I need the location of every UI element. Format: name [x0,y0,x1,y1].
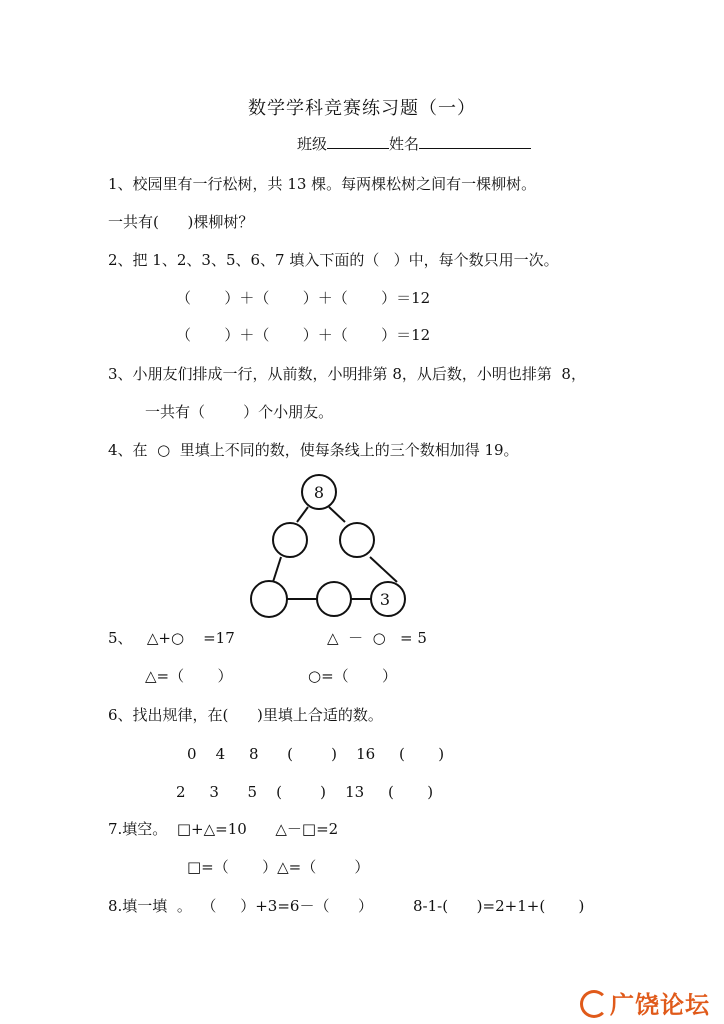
question-6-sequence-1: 0 4 8 ( ) 16 ( ) [187,745,445,763]
question-5-answer-2: ○=（ ） [308,667,398,685]
question-6-sequence-2: 2 3 5 ( ) 13 ( ) [176,783,434,801]
bottom-right-circle-value: 3 [379,590,391,609]
question-3-line-1: 3、小朋友们排成一行，从前数，小明排第 8，从后数，小明也排第 8， [108,365,586,383]
line-right-lower [370,557,397,582]
top-circle-value: 8 [313,483,325,502]
page-title: 数学学科竞赛练习题（一） [248,98,476,119]
question-2-row-1: （ ）＋（ ）＋（ ）＝12 [176,289,431,307]
watermark-text: 广饶论坛 [610,991,710,1019]
question-4-line-1: 4、在 ○ 里填上不同的数，使每条线上的三个数相加得 19。 [108,441,519,459]
circle-bottom-left [251,581,287,617]
class-label: 班级 [297,135,328,153]
question-5-equation-1: 5、 △+○ =17 [108,629,235,647]
question-7-line-2: □=（ ）△=（ ） [187,858,370,876]
question-8-part-1: 8.填一填 。 （ ）+3=6－（ ） [108,897,374,915]
circle-right-middle [340,523,374,557]
question-1-line-1: 1、校园里有一行松树，共 13 棵。每两棵松树之间有一棵柳树。 [108,175,537,193]
question-7-line-1: 7.填空。 □+△=10 △－□=2 [108,820,339,838]
circle-left-middle [273,523,307,557]
line-left-lower [273,557,281,582]
circle-bottom-middle [317,582,351,616]
question-5-equation-2: △ － ○ = 5 [327,629,427,647]
question-5-answer-1: △=（ ） [145,667,233,685]
question-8-part-2: 8-1-( )=2+1+( ) [413,897,585,915]
question-3-line-2: 一共有（ ）个小朋友。 [145,403,334,421]
line-top-right [329,507,345,522]
question-2-line-1: 2、把 1、2、3、5、6、7 填入下面的（ ）中，每个数只用一次。 [108,251,559,269]
line-top-left [297,507,308,522]
logo-icon [580,990,608,1018]
question-6-line-1: 6、找出规律，在( )里填上合适的数。 [108,706,383,724]
name-label: 姓名 [389,135,420,153]
question-2-row-2: （ ）＋（ ）＋（ ）＝12 [176,326,431,344]
watermark-logo [580,985,710,1020]
question-1-line-2: 一共有( )棵柳树？ [108,213,254,231]
